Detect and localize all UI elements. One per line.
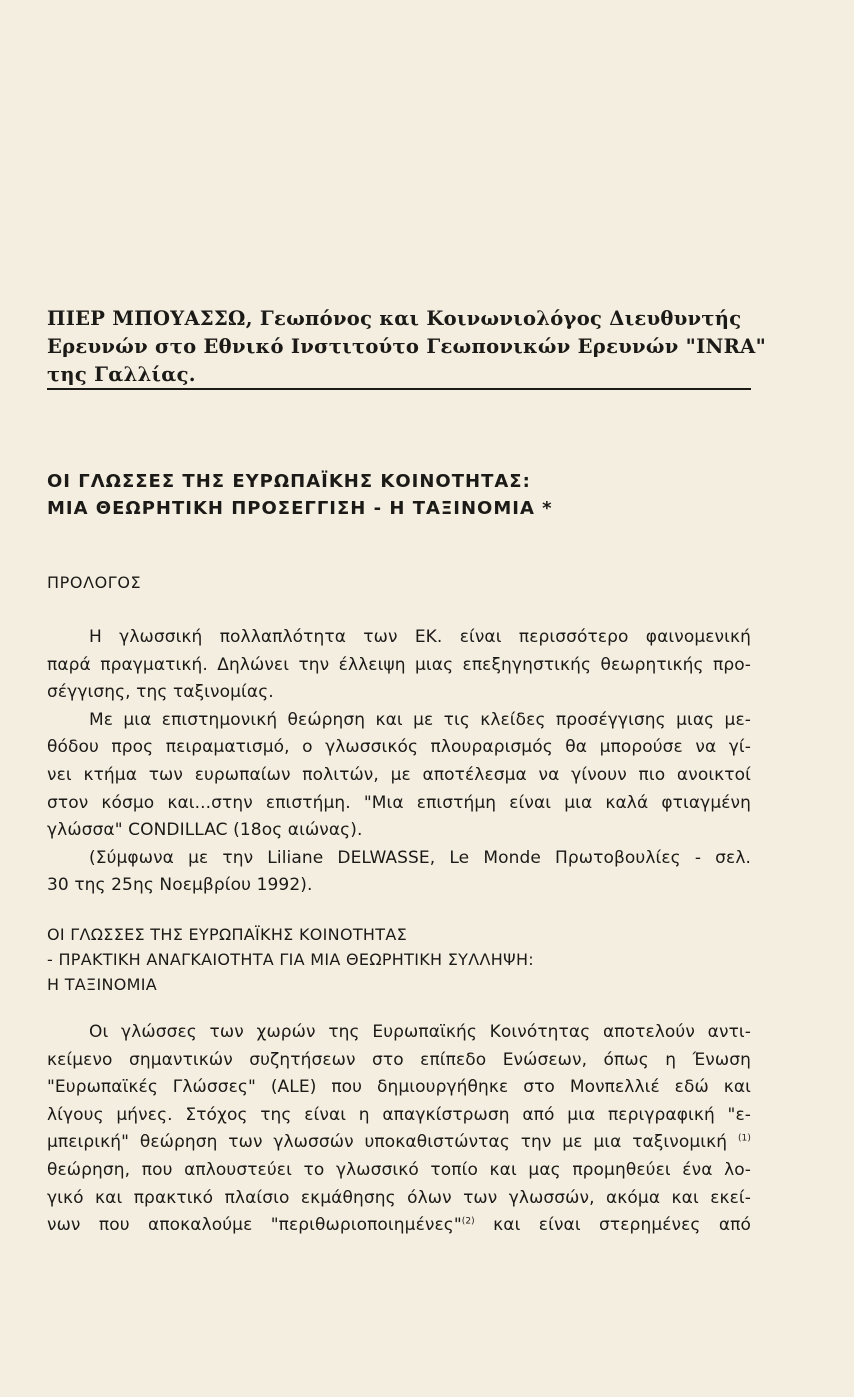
footnote-mark: (1) (737, 1133, 751, 1144)
text-line (47, 1212, 751, 1240)
title-line: ΜΙΑ ΘΕΩΡΗΤΙΚΗ ΠΡΟΣΕΓΓΙΣΗ - Η ΤΑΞΙΝΟΜΙΑ * (47, 498, 553, 519)
text-line (47, 1129, 751, 1157)
text-line: νει κτήμα των ευρωπαίων πολιτών, με αποτέλεσμα να γίνουν πιο ανοικτοί (47, 764, 751, 785)
text-line: Η γλωσσική πολλαπλότητα των ΕΚ. είναι περισσότερο φαινομενική (89, 627, 751, 647)
text-line: κείμενο σημαντικών συζητήσεων στο επίπεδο Ενώσεων, όπως η Ένωση (47, 1049, 751, 1070)
section-heading-line: - ΠΡΑΚΤΙΚΗ ΑΝΑΓΚΑΙΟΤΗΤΑ ΓΙΑ ΜΙΑ ΘΕΩΡΗΤΙΚΗ ΣΥΛΛΗΨΗ: (47, 950, 534, 969)
prologue-heading: ΠΡΟΛΟΓΟΣ (47, 573, 142, 592)
text-line: θεώρηση, που απλουστεύει το γλωσσικό τοπίο και μας προμηθεύει ένα λο- (47, 1159, 751, 1180)
footnote-mark: (2) (461, 1216, 475, 1227)
section-heading-line: ΟΙ ΓΛΩΣΣΕΣ ΤΗΣ ΕΥΡΩΠΑΪΚΗΣ ΚΟΙΝΟΤΗΤΑΣ (47, 925, 407, 944)
text-fragment: και είναι στερημένες από (493, 1215, 751, 1236)
text-line: "Ευρωπαϊκές Γλώσσες" (ALE) που δημιουργήθηκε στο Μονπελλιέ εδώ και (47, 1077, 751, 1098)
text-line: θόδου προς πειραματισμό, ο γλωσσικός πλουραρισμός θα μπορούσε να γί- (47, 737, 751, 758)
text-fragment: μπειρική" θεώρηση των γλωσσών υποκαθιστώντας την με μια ταξινομική (47, 1132, 728, 1153)
horizontal-rule (47, 388, 751, 390)
author-line: Ερευνών στο Εθνικό Ινστιτούτο Γεωπονικών Ερευνών "INRA" (47, 335, 767, 358)
title-line: ΟΙ ΓΛΩΣΣΕΣ ΤΗΣ ΕΥΡΩΠΑΪΚΗΣ ΚΟΙΝΟΤΗΤΑΣ: (47, 471, 531, 492)
author-affiliation (47, 305, 767, 389)
text-line: σέγγισης, της ταξινομίας. (47, 682, 274, 703)
section-heading-line: Η ΤΑΞΙΝΟΜΙΑ (47, 975, 157, 994)
author-line: της Γαλλίας. (47, 363, 196, 386)
text-line: γικό και πρακτικό πλαίσιο εκμάθησης όλων των γλωσσών, ακόμα και εκεί- (47, 1187, 751, 1208)
prologue-text (47, 624, 751, 900)
text-line: στον κόσμο και...στην επιστήμη. "Μια επιστήμη είναι μια καλά φτιαγμένη (47, 792, 751, 813)
text-line: γλώσσα" CONDILLAC (18ος αιώνας). (47, 820, 363, 841)
text-line: Οι γλώσσες των χωρών της Ευρωπαϊκής Κοινότητας αποτελούν αντι- (89, 1022, 751, 1042)
article-title (47, 468, 767, 522)
text-line: παρά πραγματική. Δηλώνει την έλλειψη μιας επεξηγηστικής θεωρητικής προ- (47, 654, 751, 675)
author-line: ΠΙΕΡ ΜΠΟΥΑΣΣΩ, Γεωπόνος και Κοινωνιολόγος Διευθυντής (47, 307, 742, 330)
text-line: λίγους μήνες. Στόχος της είναι η απαγκίστρωση από μια περιγραφική "ε- (47, 1104, 751, 1125)
section-text (47, 1019, 751, 1240)
text-line: (Σύμφωνα με την Liliane DELWASSE, Le Monde Πρωτοβουλίες - σελ. (89, 847, 751, 868)
text-line: Με μια επιστημονική θεώρηση και με τις κλείδες προσέγγισης μιας με- (89, 709, 751, 730)
text-fragment: νων που αποκαλούμε "περιθωριοποιημένες" (47, 1215, 462, 1236)
section-heading (47, 922, 534, 997)
text-line: 30 της 25ης Νοεμβρίου 1992). (47, 875, 313, 896)
